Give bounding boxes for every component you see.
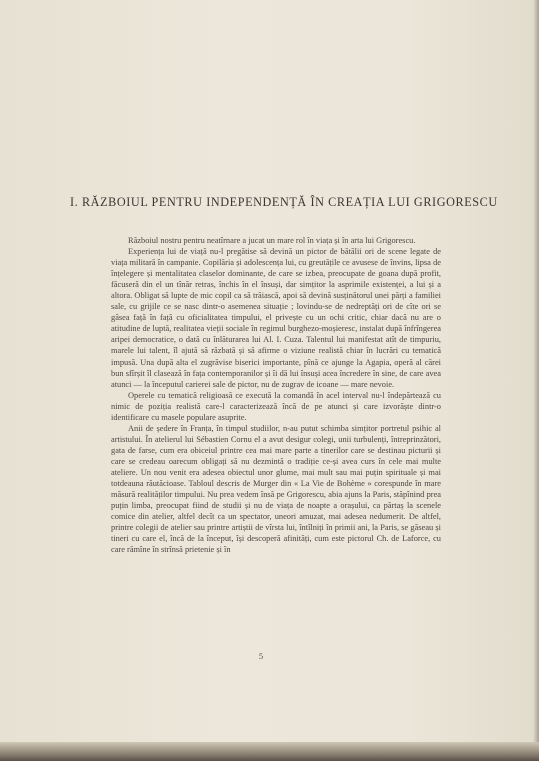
paragraph-4: Anii de ședere în Franța, în timpul studiilor, n-au putut schimba simțitor portretul psihic al artistului. În atelierul lui Sébastien Cornu el a avut desigur colegi, unii turbulenți, întreprinzători, gata de farse, cum era obiceiul printre cea mai mare parte a tinerilor care se destinau picturii și care se credeau oarecum obligați să nu dezmintă o tradiție ce-și avea curs în cele mai multe ateliere. Un nou venit era adesea obiectul unor glume, mai mult sau mai puțin spirituale și mai totdeauna răutăcioase. Tabloul descris de Murger din « La Vie de Bohème » corespunde în mare măsură realităților timpului. Nu prea vedem însă pe Grigorescu, abia ajuns la Paris, stăpînind prea puțin limba, preocupat fiind de studii și nu de viața de noapte a orașului, ca părtaș la scenele comice din atelier, altfel decît ca un spectator, uneori amuzat, mai adesea nedumerit. De altfel, printre colegii de atelier sau printre artiștii de vîrsta lui, întîlniți în primii ani, la Paris, se găseau și tineri cu care el, încă de la început, își descoperă afinități, cum este pictorul Ch. de Laforce, cu care rămîne în strînsă prietenie și în [111,423,441,555]
body-text [111,235,441,555]
paragraph-3: Operele cu tematică religioasă ce execută la comandă în acel interval nu-l îndepărtează cu nimic de poziția realistă care-l caracterizează încă de pe atunci și care izvorăște dintr-o identificare cu masele populare asuprite. [111,390,441,422]
page-bottom-shadow [0,742,539,761]
paragraph-2: Experiența lui de viață nu-l pregătise să devină un pictor de bătălii ori de scene legate de viața militară în campanie. Copilăria și adolescența lui, cu greutățile ce avusese de învins, lipsa de înțelegere și mentalitatea claselor dominante, de care se izbea, preocupate de goana după profit, făcuseră din el un tînăr retras, închis în el însuși, dar simțitor la asprimile existenței, a lui și a altora. Obligat să lupte de mic copil ca să trăiască, apoi să devină susținătorul unei părți a familiei sale, cu grijile ce se nasc dintr-o asemenea situație ; lovindu-se de nedreptăți ori de cîte ori se găsea față în față cu oficialitatea timpului, el privește cu un ochi critic, chiar dacă nu are o atitudine de luptă, realitatea vieții sociale în regimul burghezo-moșieresc, instalat după înfrîngerea aripei democratice, o dată cu înlăturarea lui Al. I. Cuza. Talentul lui manifestat atît de timpuriu, marele lui talent, îl ajută să răzbată și să afirme o viziune realistă chiar în lucrări cu tematică impusă. Una după alta el zugrăvise biserici importante, pînă ce ajunge la Agapia, operă al cărei bun sfîrșit îl clasează în fața contemporanilor și îi dă lui însuși acea încredere în sine, de care avea atunci — la începutul carierei sale de pictor, nu de zugrav de icoane — mare nevoie. [111,247,441,389]
chapter-heading: I. RĂZBOIUL PENTRU INDEPENDENȚĂ ÎN CREAȚIA LUI GRIGORESCU [70,195,498,209]
page-edge-shadow [533,0,539,761]
paragraph-1: Războiul nostru pentru neatîrnare a jucat un mare rol în viața și în arta lui Grigorescu. [128,236,416,245]
page-number: 5 [258,651,264,661]
